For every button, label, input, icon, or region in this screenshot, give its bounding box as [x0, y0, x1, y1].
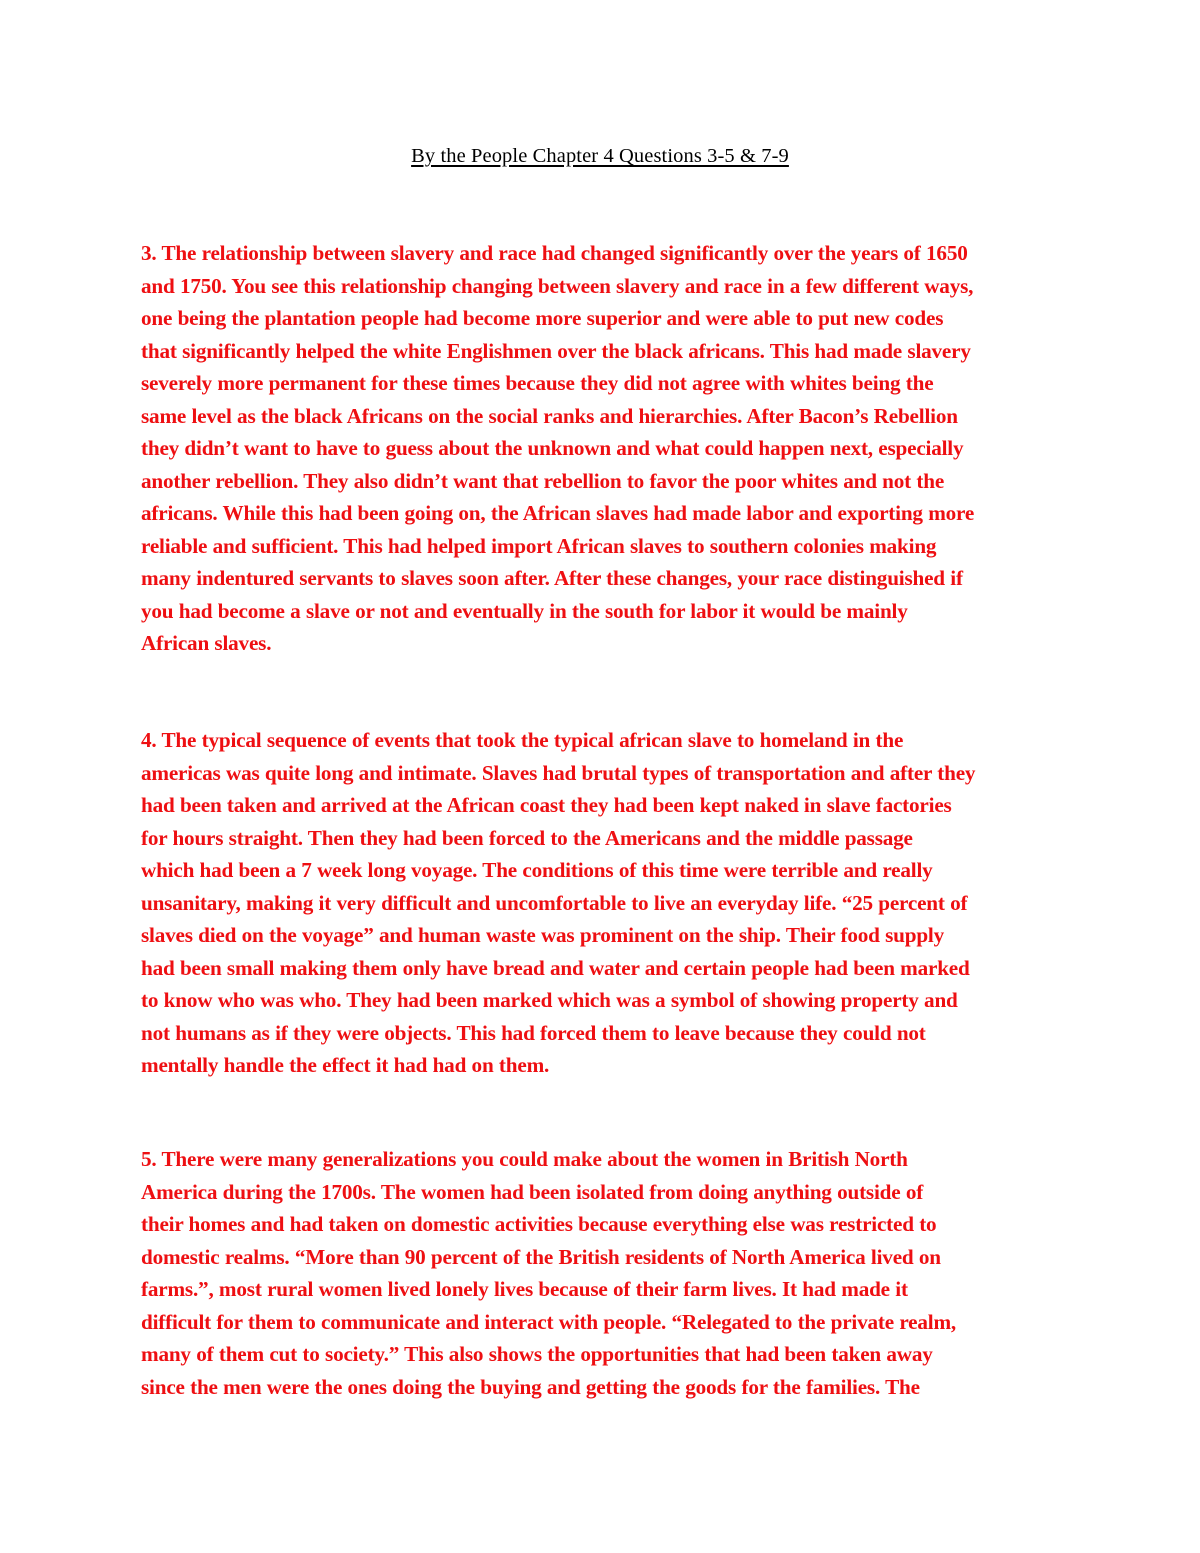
answer-question-3: [141, 237, 1066, 660]
answer-line: had been taken and arrived at the African coast they had been kept naked in slave factories: [141, 793, 952, 817]
answer-line: America during the 1700s. The women had been isolated from doing anything outside of: [141, 1179, 924, 1204]
answer-line: that significantly helped the white Englishmen over the black africans. This had made slavery: [141, 338, 971, 363]
answer-line: domestic realms. “More than 90 percent of the British residents of North America lived on: [141, 1244, 941, 1269]
answer-line: many indentured servants to slaves soon after. After these changes, your race distinguished if: [141, 566, 963, 590]
answer-line: slaves died on the voyage” and human waste was prominent on the ship. Their food supply: [141, 923, 944, 947]
answer-line: unsanitary, making it very difficult and uncomfortable to live an everyday life. “25 percent of: [141, 890, 968, 915]
answer-line: reliable and sufficient. This had helped import African slaves to southern colonies making: [141, 533, 937, 558]
answer-line: you had become a slave or not and eventually in the south for labor it would be mainly: [141, 598, 908, 623]
answer-line: mentally handle the effect it had had on them.: [141, 1053, 550, 1077]
answer-line: americas was quite long and intimate. Slaves had brutal types of transportation and after they: [141, 760, 976, 785]
answer-question-5: [141, 1143, 1066, 1403]
answer-line: difficult for them to communicate and interact with people. “Relegated to the private realm,: [141, 1309, 956, 1334]
answer-line: farms.”, most rural women lived lonely lives because of their farm lives. It had made it: [141, 1277, 908, 1301]
answer-line: one being the plantation people had become more superior and were able to put new codes: [141, 306, 944, 330]
answer-line: another rebellion. They also didn’t want that rebellion to favor the poor whites and not the: [141, 468, 945, 493]
answer-line: africans. While this had been going on, the African slaves had made labor and exporting more: [141, 501, 975, 525]
answer-line: they didn’t want to have to guess about the unknown and what could happen next, especially: [141, 436, 964, 460]
answer-line: to know who was who. They had been marked which was a symbol of showing property and: [141, 988, 958, 1012]
answer-line: 4. The typical sequence of events that took the typical african slave to homeland in the: [141, 728, 904, 752]
answer-line: for hours straight. Then they had been forced to the Americans and the middle passage: [141, 825, 913, 850]
answer-line: same level as the black Africans on the social ranks and hierarchies. After Bacon’s Rebellion: [141, 403, 958, 428]
answer-line: which had been a 7 week long voyage. The conditions of this time were terrible and really: [141, 858, 933, 882]
page-title: By the People Chapter 4 Questions 3-5 & 7-9: [411, 145, 789, 167]
answer-line: many of them cut to society.” This also shows the opportunities that had been taken away: [141, 1342, 933, 1366]
answer-line: their homes and had taken on domestic activities because everything else was restricted to: [141, 1212, 937, 1236]
answer-line: since the men were the ones doing the buying and getting the goods for the families. The: [141, 1374, 920, 1399]
answer-line: had been small making them only have bread and water and certain people had been marked: [141, 955, 970, 980]
answer-line: 5. There were many generalizations you could make about the women in British North: [141, 1147, 908, 1171]
answer-line: 3. The relationship between slavery and race had changed significantly over the years of 1650: [141, 241, 968, 265]
answer-line: African slaves.: [141, 631, 272, 655]
answer-line: severely more permanent for these times because they did not agree with whites being the: [141, 371, 934, 395]
answer-line: and 1750. You see this relationship changing between slavery and race in a few different ways,: [141, 273, 974, 298]
answer-line: not humans as if they were objects. This had forced them to leave because they could not: [141, 1020, 926, 1045]
answer-question-4: [141, 724, 1066, 1082]
